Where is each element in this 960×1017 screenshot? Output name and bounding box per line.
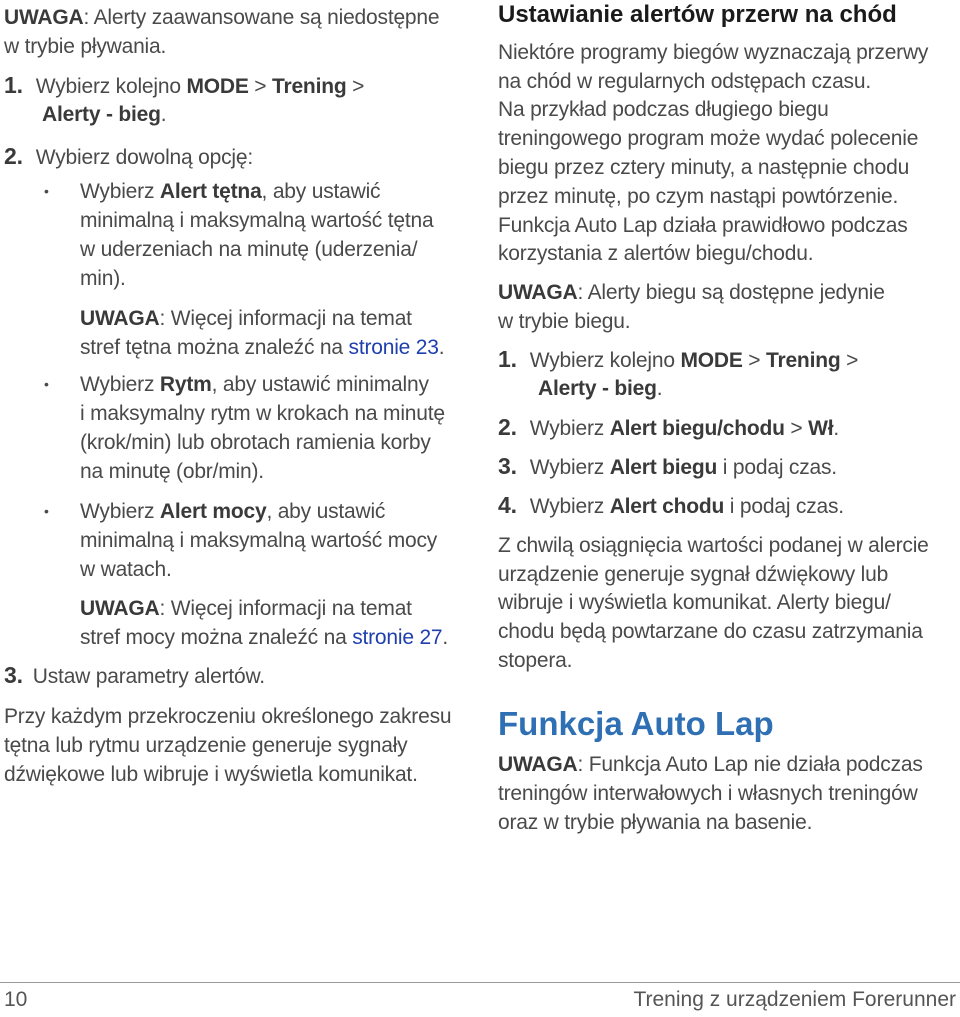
intro-line2: na chód w regularnych odstępach czasu.: [498, 70, 871, 93]
paragraph-line1: Przy każdym przekroczeniu określonego zakresu: [4, 705, 452, 728]
right-paragraph-line5: stopera.: [498, 649, 573, 672]
section-title-auto-lap: Funkcja Auto Lap: [498, 705, 774, 742]
note-heart-rate-zones-line2: stref tętna można znaleźć na stronie 23.: [80, 336, 445, 359]
right-step-1-line2: Alerty - bieg.: [538, 377, 663, 400]
note-auto-lap-line3: oraz w trybie pływania na basenie.: [498, 811, 813, 834]
note-power-zones: UWAGA: Więcej informacji na temat: [80, 597, 412, 620]
bullet-heart-rate-line4: min).: [80, 267, 126, 290]
right-step-4: 4. Wybierz Alert chodu i podaj czas.: [498, 492, 844, 518]
note-auto-lap: UWAGA: Funkcja Auto Lap nie działa podczas: [498, 753, 923, 776]
note-auto-lap-line2: treningów interwałowych i własnych treningów: [498, 782, 918, 805]
bullet-power-alert: Wybierz Alert mocy, aby ustawić: [80, 500, 386, 523]
page-number: 10: [4, 988, 28, 1011]
step-3: 3. Ustaw parametry alertów.: [4, 662, 265, 688]
intro-line8: korzystania z alertów biegu/chodu.: [498, 242, 814, 265]
link-page-27[interactable]: stronie 27: [352, 626, 443, 649]
bullet-icon: •: [44, 503, 49, 519]
right-paragraph-line1: Z chwilą osiągnięcia wartości podanej w alercie: [498, 534, 929, 557]
intro-line4: treningowego program może wydać polecenie: [498, 127, 919, 150]
paragraph-line2: tętna lub rytmu urządzenie generuje sygnały: [4, 734, 408, 757]
right-paragraph-line4: chodu będą powtarzane do czasu zatrzymania: [498, 620, 923, 643]
intro-line7: Funkcja Auto Lap działa prawidłowo podczas: [498, 214, 908, 237]
bullet-heart-rate-alert: Wybierz Alert tętna, aby ustawić: [80, 180, 381, 203]
bullet-cadence-line3: (krok/min) lub obrotach ramienia korby: [80, 431, 431, 454]
right-step-1: 1. Wybierz kolejno MODE > Trening >: [498, 346, 859, 372]
right-step-2: 2. Wybierz Alert biegu/chodu > Wł.: [498, 414, 840, 440]
bullet-power-line2: minimalną i maksymalną wartość mocy: [80, 529, 438, 552]
note-advanced-alerts-line2: w trybie pływania.: [4, 35, 167, 58]
note-power-zones-line2: stref mocy można znaleźć na stronie 27.: [80, 626, 449, 649]
intro-line1: Niektóre programy biegów wyznaczają przerwy: [498, 41, 929, 64]
right-paragraph-line3: wibruje i wyświetla komunikat. Alerty biegu/: [498, 591, 891, 614]
intro-line6: przez minutę, po czym nastąpi powtórzenie.: [498, 185, 899, 208]
paragraph-line3: dźwiękowe lub wibruje i wyświetla komunikat.: [4, 763, 418, 786]
intro-line5: biegu przez cztery minuty, a następnie chodu: [498, 156, 910, 179]
note-advanced-alerts: UWAGA: Alerty zaawansowane są niedostępne: [4, 6, 440, 29]
bullet-cadence-line2: i maksymalny rytm w krokach na minutę: [80, 402, 445, 425]
right-step-3: 3. Wybierz Alert biegu i podaj czas.: [498, 453, 837, 479]
step-1: 1. Wybierz kolejno MODE > Trening >: [4, 72, 365, 98]
bullet-power-line3: w watach.: [80, 558, 172, 581]
note-run-mode: UWAGA: Alerty biegu są dostępne jedynie: [498, 281, 885, 304]
bullet-heart-rate-line2: minimalną i maksymalną wartość tętna: [80, 209, 434, 232]
step-1-line2: Alerty - bieg.: [42, 103, 167, 126]
step-2: 2. Wybierz dowolną opcję:: [4, 143, 253, 169]
bullet-icon: •: [44, 183, 49, 199]
link-page-23[interactable]: stronie 23: [348, 336, 439, 359]
footer-divider: [0, 982, 960, 983]
bullet-cadence: Wybierz Rytm, aby ustawić minimalny: [80, 373, 429, 396]
note-heart-rate-zones: UWAGA: Więcej informacji na temat: [80, 307, 412, 330]
intro-line3: Na przykład podczas długiego biegu: [498, 98, 829, 121]
right-paragraph-line2: urządzenie generuje sygnał dźwiękowy lub: [498, 563, 889, 586]
bullet-cadence-line4: na minutę (obr/min).: [80, 460, 264, 483]
bullet-heart-rate-line3: w uderzeniach na minutę (uderzenia/: [80, 238, 418, 261]
footer-chapter-title: Trening z urządzeniem Forerunner: [633, 988, 956, 1011]
bullet-icon: •: [44, 376, 49, 392]
heading-walk-break-alerts: Ustawianie alertów przerw na chód: [498, 1, 897, 28]
note-run-mode-line2: w trybie biegu.: [498, 310, 631, 333]
